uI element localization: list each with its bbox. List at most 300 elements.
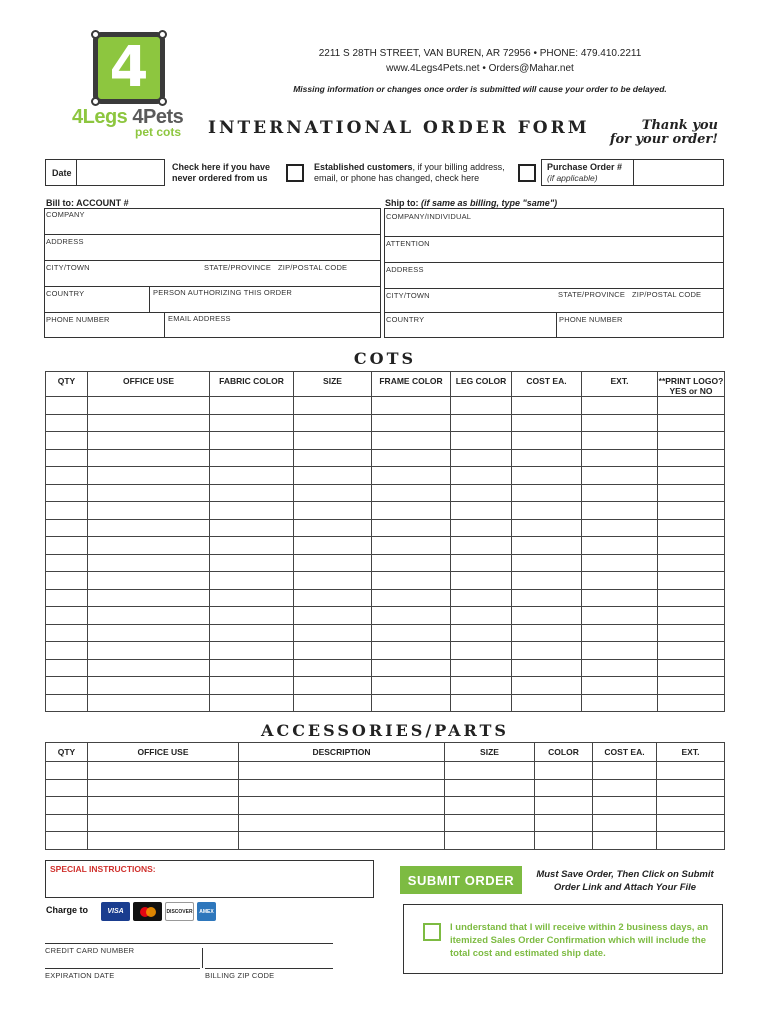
acc-table-cell[interactable] xyxy=(239,797,445,815)
cots-table-cell[interactable] xyxy=(451,659,512,677)
cots-table-cell[interactable] xyxy=(372,467,451,485)
cots-table-cell[interactable] xyxy=(658,624,725,642)
cots-table-cell[interactable] xyxy=(88,607,210,625)
cots-table-cell[interactable] xyxy=(658,449,725,467)
acc-table-row xyxy=(46,814,725,832)
cots-table-cell[interactable] xyxy=(582,677,658,695)
cots-table-cell[interactable] xyxy=(88,414,210,432)
cots-table-cell[interactable] xyxy=(294,607,372,625)
bill-company-label: COMPANY xyxy=(46,210,85,219)
company-web-email: www.4Legs4Pets.net • Orders@Mahar.net xyxy=(386,63,574,74)
cots-table-cell[interactable] xyxy=(658,502,725,520)
cots-table-cell[interactable] xyxy=(512,484,582,502)
cots-table-cell[interactable] xyxy=(46,467,88,485)
cots-table-cell[interactable] xyxy=(582,519,658,537)
cots-table-row xyxy=(46,414,725,432)
cots-table-cell[interactable] xyxy=(658,467,725,485)
credit-card-number-label: CREDIT CARD NUMBER xyxy=(45,946,135,955)
cots-table-cell[interactable] xyxy=(210,624,294,642)
cots-table-cell[interactable] xyxy=(582,589,658,607)
cots-table-cell[interactable] xyxy=(512,677,582,695)
cots-table-cell[interactable] xyxy=(582,502,658,520)
po-sub: (if applicable) xyxy=(547,173,598,183)
cots-table-cell[interactable] xyxy=(88,572,210,590)
cots-table-cell[interactable] xyxy=(88,659,210,677)
cots-table-cell[interactable] xyxy=(451,624,512,642)
cots-table-cell[interactable] xyxy=(88,694,210,712)
acc-table-cell[interactable] xyxy=(46,814,88,832)
cots-table-cell[interactable] xyxy=(372,397,451,415)
cots-table-cell[interactable] xyxy=(372,449,451,467)
cots-table-cell[interactable] xyxy=(88,449,210,467)
cots-table-cell[interactable] xyxy=(294,694,372,712)
cots-table-cell[interactable] xyxy=(210,537,294,555)
bill-state-label: STATE/PROVINCE xyxy=(204,263,272,272)
bill-country-label: COUNTRY xyxy=(46,289,85,298)
cots-table-cell[interactable] xyxy=(210,642,294,660)
cots-table-cell[interactable] xyxy=(46,589,88,607)
cots-table-cell[interactable] xyxy=(658,537,725,555)
cots-table-cell[interactable] xyxy=(294,572,372,590)
cots-table-cell[interactable] xyxy=(658,677,725,695)
charge-to-label: Charge to xyxy=(46,905,89,915)
cots-table-cell[interactable] xyxy=(294,432,372,450)
cots-table-cell[interactable] xyxy=(582,642,658,660)
cots-table-cell[interactable] xyxy=(512,694,582,712)
cots-table-cell[interactable] xyxy=(294,467,372,485)
cots-table-cell[interactable] xyxy=(512,467,582,485)
cots-table-cell[interactable] xyxy=(451,432,512,450)
cots-col-header: COST EA. xyxy=(512,372,582,397)
cots-table-cell[interactable] xyxy=(46,607,88,625)
ship-country-field[interactable] xyxy=(384,312,724,338)
cots-col-header: LEG COLOR xyxy=(451,372,512,397)
cots-table-cell[interactable] xyxy=(46,694,88,712)
cots-table-cell[interactable] xyxy=(88,677,210,695)
cots-table-cell[interactable] xyxy=(512,397,582,415)
logo-number: 4 xyxy=(109,35,149,100)
bill-company-field[interactable] xyxy=(44,208,381,234)
cots-table-cell[interactable] xyxy=(451,554,512,572)
cots-table-cell[interactable] xyxy=(512,572,582,590)
cots-table-cell[interactable] xyxy=(210,432,294,450)
cots-table-row xyxy=(46,694,725,712)
cots-table-cell[interactable] xyxy=(451,607,512,625)
cots-col-header: EXT. xyxy=(582,372,658,397)
cots-table-row xyxy=(46,677,725,695)
acc-table-cell[interactable] xyxy=(593,832,657,850)
cots-table-cell[interactable] xyxy=(46,414,88,432)
cots-table-cell[interactable] xyxy=(512,432,582,450)
cots-table-cell[interactable] xyxy=(210,414,294,432)
acc-table-cell[interactable] xyxy=(535,779,593,797)
cots-table-cell[interactable] xyxy=(512,642,582,660)
acc-table-cell[interactable] xyxy=(46,779,88,797)
acc-table-cell[interactable] xyxy=(657,797,725,815)
cots-table-cell[interactable] xyxy=(451,519,512,537)
amex-card-icon[interactable]: AMEX xyxy=(197,902,216,921)
mastercard-card-icon[interactable] xyxy=(133,902,162,921)
accessories-header-row xyxy=(46,743,725,762)
cots-table-cell[interactable] xyxy=(46,537,88,555)
acc-table-cell[interactable] xyxy=(593,762,657,780)
cots-table-row xyxy=(46,537,725,555)
cots-col-header: SIZE xyxy=(294,372,372,397)
acc-table-cell[interactable] xyxy=(46,762,88,780)
cots-table-cell[interactable] xyxy=(372,432,451,450)
cots-table-cell[interactable] xyxy=(210,677,294,695)
cots-table-row xyxy=(46,467,725,485)
cots-table-cell[interactable] xyxy=(372,624,451,642)
ship-divider xyxy=(556,312,557,338)
cots-table-cell[interactable] xyxy=(451,467,512,485)
established-checkbox[interactable] xyxy=(518,164,536,182)
cots-table-cell[interactable] xyxy=(210,449,294,467)
cots-table-cell[interactable] xyxy=(451,642,512,660)
cots-table-cell[interactable] xyxy=(451,589,512,607)
visa-card-icon[interactable]: VISA xyxy=(101,902,130,921)
cots-table-cell[interactable] xyxy=(294,502,372,520)
cots-table-cell[interactable] xyxy=(582,607,658,625)
cots-table-cell[interactable] xyxy=(294,484,372,502)
ship-city-label: CITY/TOWN xyxy=(386,291,430,300)
cots-table-cell[interactable] xyxy=(46,502,88,520)
ship-to-heading-b: (if same as billing, type "same") xyxy=(421,198,558,208)
acc-table-cell[interactable] xyxy=(88,779,239,797)
cots-col-header: FABRIC COLOR xyxy=(210,372,294,397)
ship-address-field[interactable] xyxy=(384,262,724,288)
company-address: 2211 S 28TH STREET, VAN BUREN, AR 72956 • PHONE: 479.410.2211 xyxy=(318,48,642,59)
cots-table-cell[interactable] xyxy=(582,484,658,502)
cots-table-row xyxy=(46,554,725,572)
page-title: INTERNATIONAL ORDER FORM xyxy=(208,118,590,138)
cots-table-row xyxy=(46,572,725,590)
cots-table-cell[interactable] xyxy=(88,502,210,520)
cots-table-cell[interactable] xyxy=(658,572,725,590)
cots-table-row xyxy=(46,607,725,625)
ship-attention-label: ATTENTION xyxy=(386,239,430,248)
acknowledge-checkbox[interactable] xyxy=(423,923,441,941)
cots-table-row xyxy=(46,484,725,502)
ship-to-heading-a: Ship to: xyxy=(385,198,421,208)
ship-country-label: COUNTRY xyxy=(386,315,425,324)
cots-table-cell[interactable] xyxy=(512,624,582,642)
cots-table-cell[interactable] xyxy=(210,397,294,415)
acc-table-cell[interactable] xyxy=(445,779,535,797)
cots-table-cell[interactable] xyxy=(294,414,372,432)
ship-company-field[interactable] xyxy=(384,208,724,236)
cots-table-cell[interactable] xyxy=(582,432,658,450)
bill-address-label: ADDRESS xyxy=(46,237,84,246)
cots-table-cell[interactable] xyxy=(658,397,725,415)
cots-table-cell[interactable] xyxy=(210,467,294,485)
cots-table-cell[interactable] xyxy=(46,677,88,695)
bill-divider xyxy=(164,312,165,338)
acc-table-cell[interactable] xyxy=(239,779,445,797)
cots-table-row xyxy=(46,659,725,677)
thank-you-note xyxy=(600,119,718,147)
acc-table-row xyxy=(46,779,725,797)
acc-table-cell[interactable] xyxy=(239,814,445,832)
cots-table-cell[interactable] xyxy=(658,554,725,572)
acc-col-header: SIZE xyxy=(445,743,535,762)
cc-divider xyxy=(202,948,203,968)
cots-table-cell[interactable] xyxy=(294,519,372,537)
acc-table-cell[interactable] xyxy=(239,832,445,850)
cots-title: COTS xyxy=(353,349,417,368)
acc-col-header: EXT. xyxy=(657,743,725,762)
ship-attention-field[interactable] xyxy=(384,236,724,262)
po-divider xyxy=(633,159,634,186)
cots-table-cell[interactable] xyxy=(372,484,451,502)
cots-table-cell[interactable] xyxy=(372,677,451,695)
acc-table-cell[interactable] xyxy=(88,762,239,780)
cots-table-cell[interactable] xyxy=(294,677,372,695)
cots-table-row xyxy=(46,502,725,520)
cots-table-cell[interactable] xyxy=(582,572,658,590)
cots-table-cell[interactable] xyxy=(451,397,512,415)
acc-table-cell[interactable] xyxy=(535,797,593,815)
acc-table-cell[interactable] xyxy=(445,814,535,832)
cots-table-cell[interactable] xyxy=(658,519,725,537)
acc-table-cell[interactable] xyxy=(657,832,725,850)
cots-table-cell[interactable] xyxy=(451,414,512,432)
cots-table-cell[interactable] xyxy=(372,519,451,537)
acc-table-cell[interactable] xyxy=(657,779,725,797)
bill-to-heading: Bill to: ACCOUNT # xyxy=(46,198,129,208)
cots-table-cell[interactable] xyxy=(582,449,658,467)
cots-table-cell[interactable] xyxy=(512,589,582,607)
cots-table-cell[interactable] xyxy=(512,449,582,467)
acc-col-header: OFFICE USE xyxy=(88,743,239,762)
cots-table-cell[interactable] xyxy=(582,467,658,485)
cots-table-cell[interactable] xyxy=(512,554,582,572)
cots-table-cell[interactable] xyxy=(46,449,88,467)
cots-table-cell[interactable] xyxy=(88,519,210,537)
cots-table-cell[interactable] xyxy=(372,502,451,520)
cots-table-row xyxy=(46,624,725,642)
acc-table-cell[interactable] xyxy=(593,779,657,797)
cots-table-cell[interactable] xyxy=(512,414,582,432)
cots-col-header: FRAME COLOR xyxy=(372,372,451,397)
date-label: Date xyxy=(52,168,72,178)
accessories-title: ACCESSORIES/PARTS xyxy=(261,721,509,740)
cots-table-cell[interactable] xyxy=(512,519,582,537)
cots-table-cell[interactable] xyxy=(210,659,294,677)
acc-table-cell[interactable] xyxy=(46,832,88,850)
bill-person-label: PERSON AUTHORIZING THIS ORDER xyxy=(153,288,293,297)
submit-order-button[interactable]: SUBMIT ORDER xyxy=(400,866,522,894)
acc-table-cell[interactable] xyxy=(657,762,725,780)
cots-table-cell[interactable] xyxy=(372,537,451,555)
acc-table-row xyxy=(46,762,725,780)
cots-table-cell[interactable] xyxy=(210,572,294,590)
cots-table-cell[interactable] xyxy=(372,572,451,590)
cots-table-cell[interactable] xyxy=(451,677,512,695)
cots-table-cell[interactable] xyxy=(294,642,372,660)
cots-table-cell[interactable] xyxy=(294,624,372,642)
cots-table-cell[interactable] xyxy=(582,397,658,415)
cots-table-cell[interactable] xyxy=(88,589,210,607)
logo-corner-dot xyxy=(91,97,100,106)
cots-table-cell[interactable] xyxy=(582,537,658,555)
cots-table-row xyxy=(46,642,725,660)
billing-zip-field[interactable] xyxy=(205,968,333,980)
cots-table-cell[interactable] xyxy=(210,694,294,712)
cots-table-cell[interactable] xyxy=(658,607,725,625)
cots-table-cell[interactable] xyxy=(658,642,725,660)
bill-divider xyxy=(149,286,150,312)
cots-table-cell[interactable] xyxy=(582,624,658,642)
cots-table-cell[interactable] xyxy=(372,659,451,677)
cots-table-cell[interactable] xyxy=(88,537,210,555)
cots-table-cell[interactable] xyxy=(88,397,210,415)
cots-table-cell[interactable] xyxy=(512,537,582,555)
acc-table-cell[interactable] xyxy=(46,797,88,815)
established-rest: , if your billing address, email, or phone has changed, check here xyxy=(314,162,505,183)
discover-card-icon[interactable]: DISCOVER xyxy=(165,902,194,921)
logo-subtitle: pet cots xyxy=(135,125,182,139)
cots-table-cell[interactable] xyxy=(210,554,294,572)
special-instructions-label: SPECIAL INSTRUCTIONS: xyxy=(50,864,156,874)
acc-table-cell[interactable] xyxy=(535,762,593,780)
cots-table-cell[interactable] xyxy=(46,519,88,537)
cots-table-cell[interactable] xyxy=(512,502,582,520)
cots-table-cell[interactable] xyxy=(88,484,210,502)
cots-table-cell[interactable] xyxy=(210,589,294,607)
thanks-line-2: for your order! xyxy=(609,132,718,147)
cots-table-cell[interactable] xyxy=(210,502,294,520)
acc-table-cell[interactable] xyxy=(445,762,535,780)
cots-table-cell[interactable] xyxy=(46,642,88,660)
cots-table-cell[interactable] xyxy=(210,484,294,502)
cots-table-cell[interactable] xyxy=(88,467,210,485)
cots-table-cell[interactable] xyxy=(294,449,372,467)
acc-table-cell[interactable] xyxy=(239,762,445,780)
logo-corner-dot xyxy=(158,30,167,39)
delay-warning: Missing information or changes once order is submitted will cause your order to be delayed. xyxy=(293,84,667,94)
cots-table-cell[interactable] xyxy=(451,537,512,555)
credit-card-number-field[interactable] xyxy=(45,943,333,955)
cots-table-cell[interactable] xyxy=(88,432,210,450)
cots-table-cell[interactable] xyxy=(88,624,210,642)
thanks-line-1: Thank you xyxy=(641,118,718,133)
cots-table-cell[interactable] xyxy=(372,554,451,572)
cots-table-cell[interactable] xyxy=(512,607,582,625)
ship-company-label: COMPANY/INDIVIDUAL xyxy=(386,212,472,221)
cots-table-cell[interactable] xyxy=(451,572,512,590)
cots-table-cell[interactable] xyxy=(582,659,658,677)
cots-table-cell[interactable] xyxy=(372,642,451,660)
acc-table-cell[interactable] xyxy=(88,814,239,832)
cots-table xyxy=(45,371,725,712)
cots-table-cell[interactable] xyxy=(658,694,725,712)
bill-email-label: EMAIL ADDRESS xyxy=(168,314,231,323)
cots-table-cell[interactable] xyxy=(210,607,294,625)
ship-to-heading xyxy=(385,198,557,208)
acc-table-row xyxy=(46,797,725,815)
cots-table-cell[interactable] xyxy=(88,554,210,572)
cots-table-cell[interactable] xyxy=(582,694,658,712)
cots-table-cell[interactable] xyxy=(658,589,725,607)
acc-table-cell[interactable] xyxy=(535,814,593,832)
cots-table-cell[interactable] xyxy=(46,484,88,502)
acc-table-cell[interactable] xyxy=(657,814,725,832)
logo-mark xyxy=(93,32,165,104)
acc-table-cell[interactable] xyxy=(88,832,239,850)
cots-table-cell[interactable] xyxy=(582,414,658,432)
bill-phone-label: PHONE NUMBER xyxy=(46,315,110,324)
cots-table-cell[interactable] xyxy=(294,554,372,572)
first-time-checkbox[interactable] xyxy=(286,164,304,182)
acc-table-cell[interactable] xyxy=(445,832,535,850)
cots-table-cell[interactable] xyxy=(210,519,294,537)
cots-table-cell[interactable] xyxy=(294,659,372,677)
acc-table-row xyxy=(46,832,725,850)
acknowledge-text: I understand that I will receive within 2 business days, an itemized Sales Order Confirmation which will include the total cost and estimated ship date. xyxy=(450,922,709,959)
cots-table-cell[interactable] xyxy=(294,397,372,415)
expiration-date-label: EXPIRATION DATE xyxy=(45,971,115,980)
acc-table-cell[interactable] xyxy=(535,832,593,850)
cots-table-cell[interactable] xyxy=(451,502,512,520)
cots-table-cell[interactable] xyxy=(582,554,658,572)
cots-table-cell[interactable] xyxy=(46,432,88,450)
ship-state-label: STATE/PROVINCE xyxy=(558,290,626,299)
cots-table-cell[interactable] xyxy=(372,694,451,712)
acc-col-header: COST EA. xyxy=(593,743,657,762)
po-label: Purchase Order # xyxy=(547,162,623,172)
accessories-table xyxy=(45,742,725,850)
first-time-label: Check here if you have never ordered from us xyxy=(172,162,271,183)
cots-table-cell[interactable] xyxy=(294,537,372,555)
cots-table-cell[interactable] xyxy=(46,397,88,415)
cots-table-cell[interactable] xyxy=(46,624,88,642)
cots-table-cell[interactable] xyxy=(88,642,210,660)
cots-table-cell[interactable] xyxy=(451,484,512,502)
must-save-note: Must Save Order, Then Click on Submit Order Link and Attach Your File xyxy=(536,869,714,893)
ship-phone-label: PHONE NUMBER xyxy=(559,315,623,324)
cots-table-cell[interactable] xyxy=(372,607,451,625)
expiration-date-field[interactable] xyxy=(45,968,200,980)
bill-address-field[interactable] xyxy=(44,234,381,260)
cots-table-cell[interactable] xyxy=(451,694,512,712)
cots-table-cell[interactable] xyxy=(658,659,725,677)
cots-table-row xyxy=(46,589,725,607)
cots-col-header: **PRINT LOGO? YES or NO xyxy=(658,372,725,397)
cots-table-row xyxy=(46,397,725,415)
cots-table-cell[interactable] xyxy=(658,432,725,450)
cots-table-cell[interactable] xyxy=(451,449,512,467)
acc-table-cell[interactable] xyxy=(593,814,657,832)
cots-table-cell[interactable] xyxy=(372,414,451,432)
cots-table-cell[interactable] xyxy=(46,554,88,572)
cots-table-cell[interactable] xyxy=(372,589,451,607)
cots-table-cell[interactable] xyxy=(512,659,582,677)
acc-table-cell[interactable] xyxy=(593,797,657,815)
acc-table-cell[interactable] xyxy=(88,797,239,815)
bill-city-label: CITY/TOWN xyxy=(46,263,90,272)
cots-table-cell[interactable] xyxy=(294,589,372,607)
cots-table-cell[interactable] xyxy=(658,484,725,502)
cots-table-cell[interactable] xyxy=(658,414,725,432)
acc-table-cell[interactable] xyxy=(445,797,535,815)
established-bold: Established customers xyxy=(314,162,413,172)
ship-zip-label: ZIP/POSTAL CODE xyxy=(632,290,702,299)
cots-table-cell[interactable] xyxy=(46,572,88,590)
cots-table-cell[interactable] xyxy=(46,659,88,677)
ship-address-label: ADDRESS xyxy=(386,265,424,274)
bill-zip-label: ZIP/POSTAL CODE xyxy=(278,263,348,272)
